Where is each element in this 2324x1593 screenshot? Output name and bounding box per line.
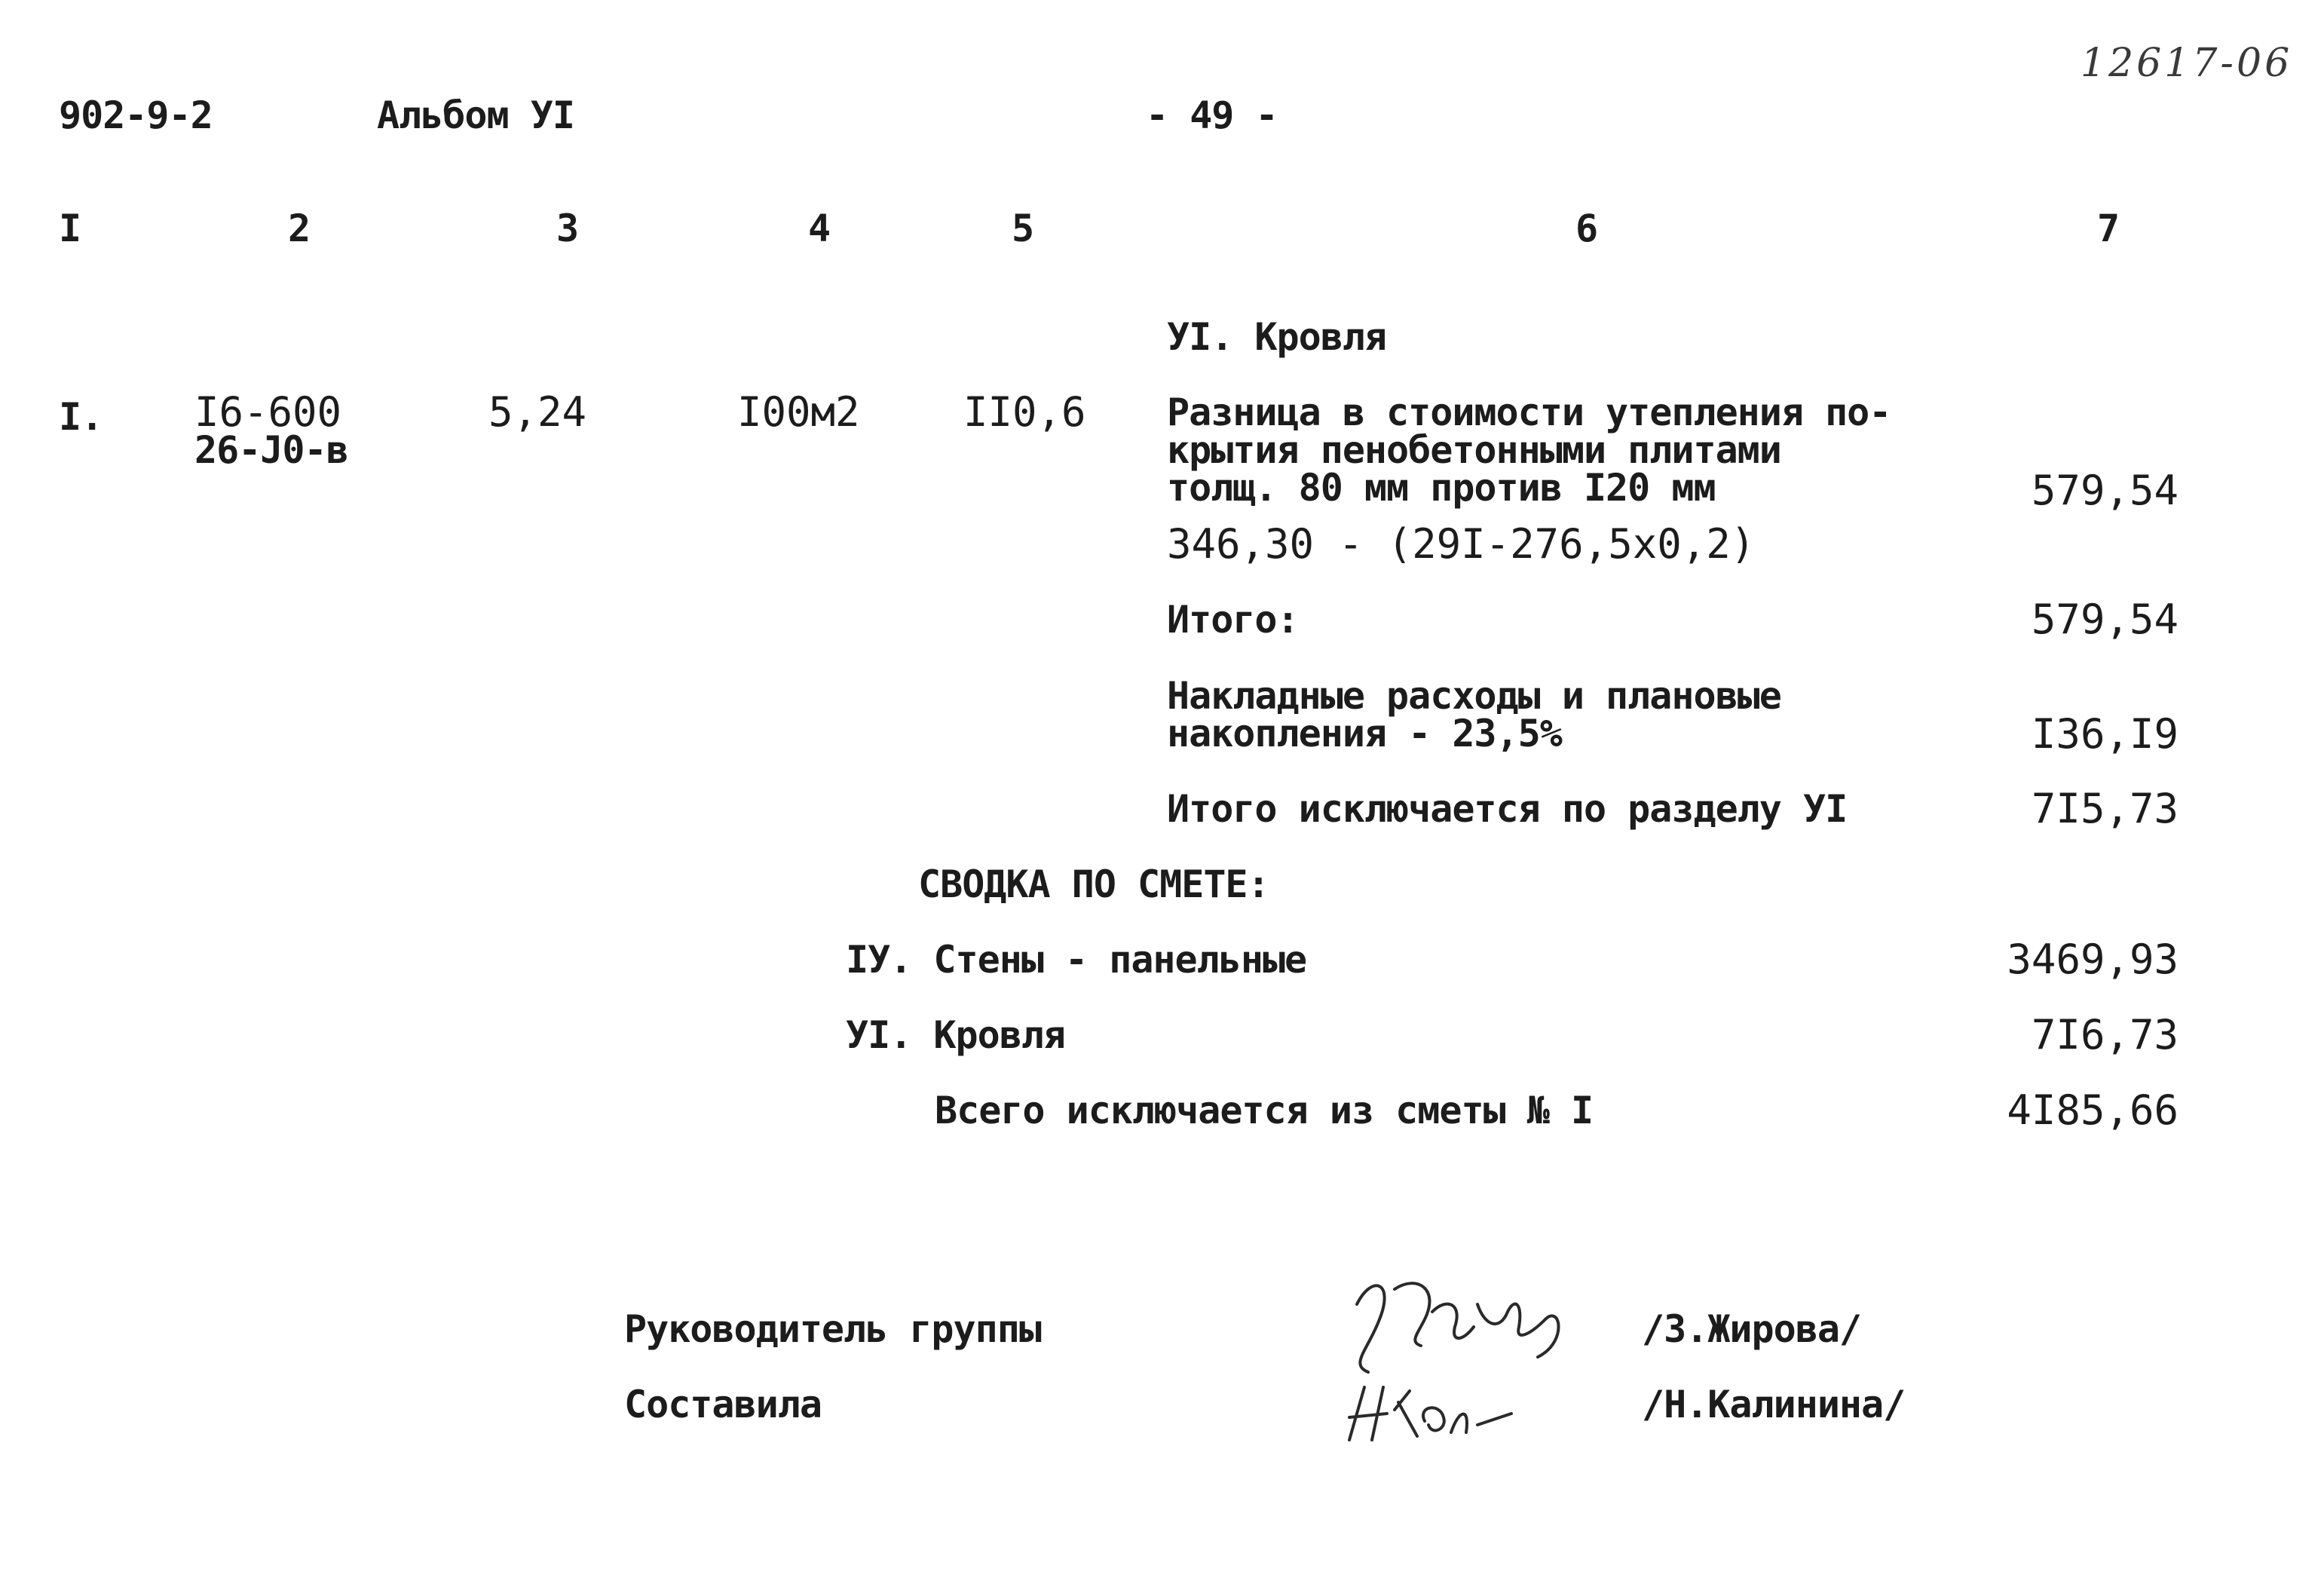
grand-total-value: 4I85,66 bbox=[2007, 1086, 2179, 1134]
signature-name-author: /Н.Калинина/ bbox=[1642, 1383, 1906, 1426]
signature-role-head: Руководитель группы bbox=[624, 1307, 1041, 1351]
column-number: 6 bbox=[1575, 207, 1598, 250]
norm-code-line2: 26-J0-в bbox=[194, 428, 348, 472]
section-title: УI. Кровля bbox=[1167, 315, 1387, 359]
overhead-label: Накладные расходы и плановые накопления - 23,5% bbox=[1167, 674, 1781, 755]
handwritten-archive-number: 12617-06 bbox=[2081, 41, 2293, 86]
quantity: II0,6 bbox=[963, 388, 1086, 436]
column-number: I bbox=[59, 207, 81, 250]
subtotal-label: Итого: bbox=[1167, 598, 1299, 642]
subtotal-value: 579,54 bbox=[2031, 596, 2179, 643]
section-total-value: 7I5,73 bbox=[2031, 785, 2179, 832]
column-number: 3 bbox=[556, 207, 579, 250]
norm-code-line1: I6-600 bbox=[194, 388, 342, 436]
row-number: I. bbox=[59, 395, 103, 439]
column-number: 5 bbox=[1012, 207, 1034, 250]
item-amount: 579,54 bbox=[2031, 467, 2179, 514]
overhead-value: I36,I9 bbox=[2031, 710, 2179, 758]
section-total-label: Итого исключается по разделу УI bbox=[1167, 787, 1848, 831]
column-number: 7 bbox=[2097, 207, 2120, 250]
signature-name-head: /З.Жирова/ bbox=[1642, 1307, 1862, 1351]
measure-unit: I00м2 bbox=[737, 388, 860, 436]
column-number: 2 bbox=[288, 207, 311, 250]
unit-price: 5,24 bbox=[488, 388, 587, 436]
summary-walls-label: IУ. Стены - панельные bbox=[846, 938, 1307, 982]
summary-roof-label: УI. Кровля bbox=[846, 1013, 1066, 1057]
signature-role-author: Составила bbox=[624, 1383, 822, 1426]
handwritten-signatures bbox=[1327, 1259, 1613, 1455]
calculation-formula: 346,30 - (29I-276,5х0,2) bbox=[1167, 520, 1756, 568]
summary-title: СВОДКА ПО СМЕТЕ: bbox=[918, 862, 1269, 906]
page-number: - 49 - bbox=[1146, 93, 1278, 137]
document-code: 902-9-2 bbox=[59, 93, 213, 137]
album-label: Альбом УI bbox=[377, 93, 574, 137]
summary-roof-value: 7I6,73 bbox=[2031, 1011, 2179, 1058]
column-number: 4 bbox=[808, 207, 831, 250]
grand-total-label: Всего исключается из сметы № I bbox=[935, 1089, 1594, 1132]
item-description: Разница в стоимости утепления по- крытия пенобетонными плитами толщ. 80 мм против I20 мм bbox=[1167, 391, 1891, 510]
summary-walls-value: 3469,93 bbox=[2007, 936, 2179, 983]
